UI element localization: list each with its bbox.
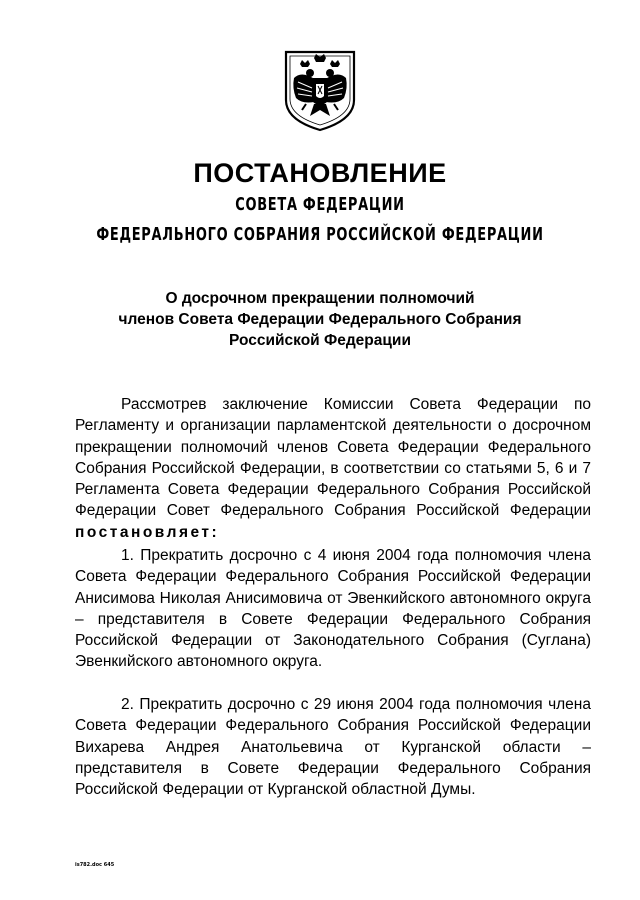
file-reference: is782.doc 645 [75, 862, 115, 868]
subject-line: членов Совета Федерации Федерального Собрания [118, 311, 522, 328]
resolution-item-1: 1. Прекратить досрочно с 4 июня 2004 года полномочия члена Совета Федерации Федерального Собрания Российской Федерации Анисимова Николая Анисимовича от Эвенкийского автономного округа – представителя в Совете Федерации Федерального Собрания Российской Федерации от Законодательного Собрания (Суглана) Эвенкийского автономного округа. [75, 547, 591, 671]
issuer-line-1: СОВЕТА ФЕДЕРАЦИИ [235, 194, 405, 215]
subject-line: О досрочном прекращении полномочий [165, 290, 475, 307]
document-type-heading: ПОСТАНОВЛЕНИЕ [193, 158, 447, 188]
coat-of-arms-emblem [280, 48, 360, 132]
resolves-keyword: постановляет: [75, 523, 220, 541]
intro-paragraph [75, 394, 591, 543]
subject-line: Российской Федерации [229, 332, 411, 349]
intro-text: Рассмотрев заключение Комиссии Совета Федерации по Регламенту и организации парламентской деятельности о досрочном прекращении полномочий членов Совета Федерации Федерального Собрания Российской Федерации, в соответствии со статьями 5, 6 и 7 Регламента Совета Федерации Федерального Собрания Российской Федерации Совет Федерального Собрания Российской Федерации [75, 396, 591, 520]
issuer-line-2: ФЕДЕРАЛЬНОГО СОБРАНИЯ РОССИЙСКОЙ ФЕДЕРАЦИИ [96, 224, 544, 245]
document-subject [0, 288, 640, 351]
resolution-item-2: 2. Прекратить досрочно с 29 июня 2004 года полномочия члена Совета Федерации Федерального Собрания Российской Федерации Вихарева Андрея Анатольевича от Курганской области – представителя в Совете Федерации Федерального Собрания Российской Федерации от Курганской областной Думы. [75, 696, 591, 799]
